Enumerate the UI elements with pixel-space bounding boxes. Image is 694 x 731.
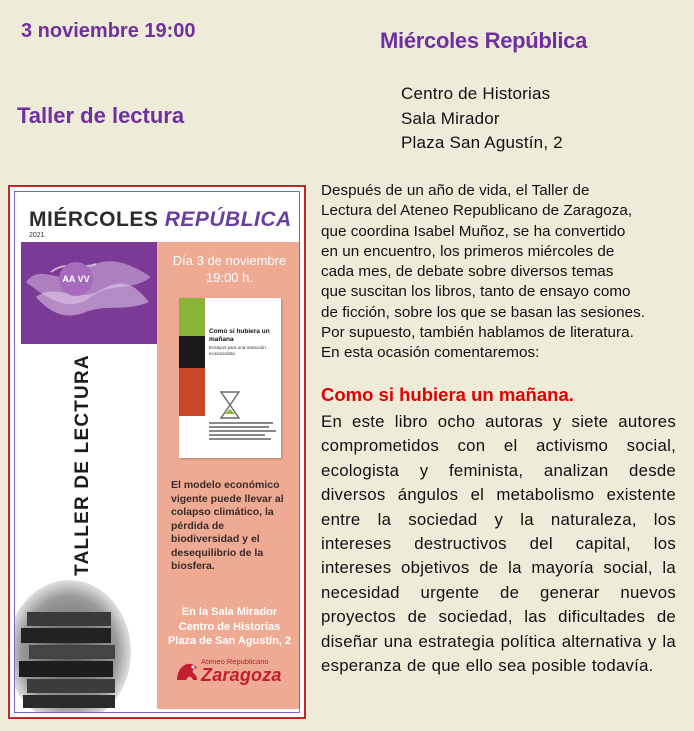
venue-line: Sala Mirador <box>401 108 500 128</box>
poster-date-line: Día 3 de noviembre <box>172 253 287 268</box>
salmon-info-block <box>157 242 300 709</box>
logo-subtitle: Ateneo Republicano <box>201 657 269 666</box>
venue-address <box>401 82 563 156</box>
logo-title: Zaragoza <box>201 665 282 685</box>
book-stack-illustration <box>14 572 137 713</box>
cover-title: Como si hubiera un mañana <box>209 328 270 343</box>
purple-photo-block <box>21 242 157 344</box>
cover-red-band <box>179 368 205 416</box>
poster-date <box>157 252 300 286</box>
cover-subtitle: Ensayos para una transición ecosocialista <box>209 345 266 356</box>
venue-line: Plaza San Agustín, 2 <box>401 133 563 152</box>
event-date: 3 noviembre 19:00 <box>21 20 196 42</box>
book-description: En este libro ocho autoras y siete autores comprometidos con el activismo social, ecologista y feminista, analizan desde diversos ángulos el metabolismo existente entre la sociedad y la naturaleza, los intereses destructivos del capital, los intereses objetivos de la mayoría social, la necesidad urgente de generar nuevos proyectos de sociedad, las dificultades de diseñar una estrategia política alternativa y la esperanza de que ello sea posible todavía. <box>321 412 676 676</box>
hourglass-icon <box>217 390 243 420</box>
lion-icon <box>173 658 201 686</box>
workshop-title: Taller de lectura <box>17 103 185 128</box>
book-title: Como si hubiera un mañana. <box>321 384 574 405</box>
poster-quote: El modelo económico vigente puede llevar al colapso climático, la pérdida de biodiversidad y el desequilibrio de la biosfera. <box>171 479 284 572</box>
event-poster <box>8 185 306 719</box>
book-cover <box>179 298 281 458</box>
venue-line: Centro de Historias <box>401 84 551 103</box>
poster-title-part1: MIÉRCOLES <box>29 208 165 231</box>
cover-black-band <box>179 336 205 368</box>
vertical-title-wrap <box>67 354 99 576</box>
poster-place-line: En la Sala Mirador <box>181 606 278 618</box>
cover-green-band <box>179 298 205 336</box>
poster-title-part2: REPÚBLICA <box>164 208 292 231</box>
poster-place-line: Centro de Historias <box>178 620 281 633</box>
poster-time-line: 19:00 h. <box>206 270 253 285</box>
poster-title <box>29 208 292 232</box>
ateneo-logo <box>173 656 295 686</box>
smoke-illustration <box>21 242 157 344</box>
author-badge: AA VV <box>59 262 93 296</box>
poster-place-line: Plaza de San Agustín, 2 <box>167 635 292 647</box>
poster-inner-frame <box>14 191 300 713</box>
intro-paragraph: Después de un año de vida, el Taller de Lectura del Ateneo Republicano de Zaragoza, que coordina Isabel Muñoz, se ha convertido en un encuentro, los primeros miércoles de cada mes, de debate sobre diversos temas que suscitan los libros, tanto de ensayo como de ficción, sobre los que se basan las sesiones. Por supuesto, también hablamos de literatura. En esta ocasión comentaremos: <box>321 182 646 362</box>
poster-year: 2021 <box>29 232 45 239</box>
poster-place <box>157 605 300 649</box>
poster-vertical-title: TALLER DE LECTURA <box>72 354 93 576</box>
cover-authors <box>209 422 279 452</box>
event-series-title: Miércoles República <box>380 28 588 53</box>
